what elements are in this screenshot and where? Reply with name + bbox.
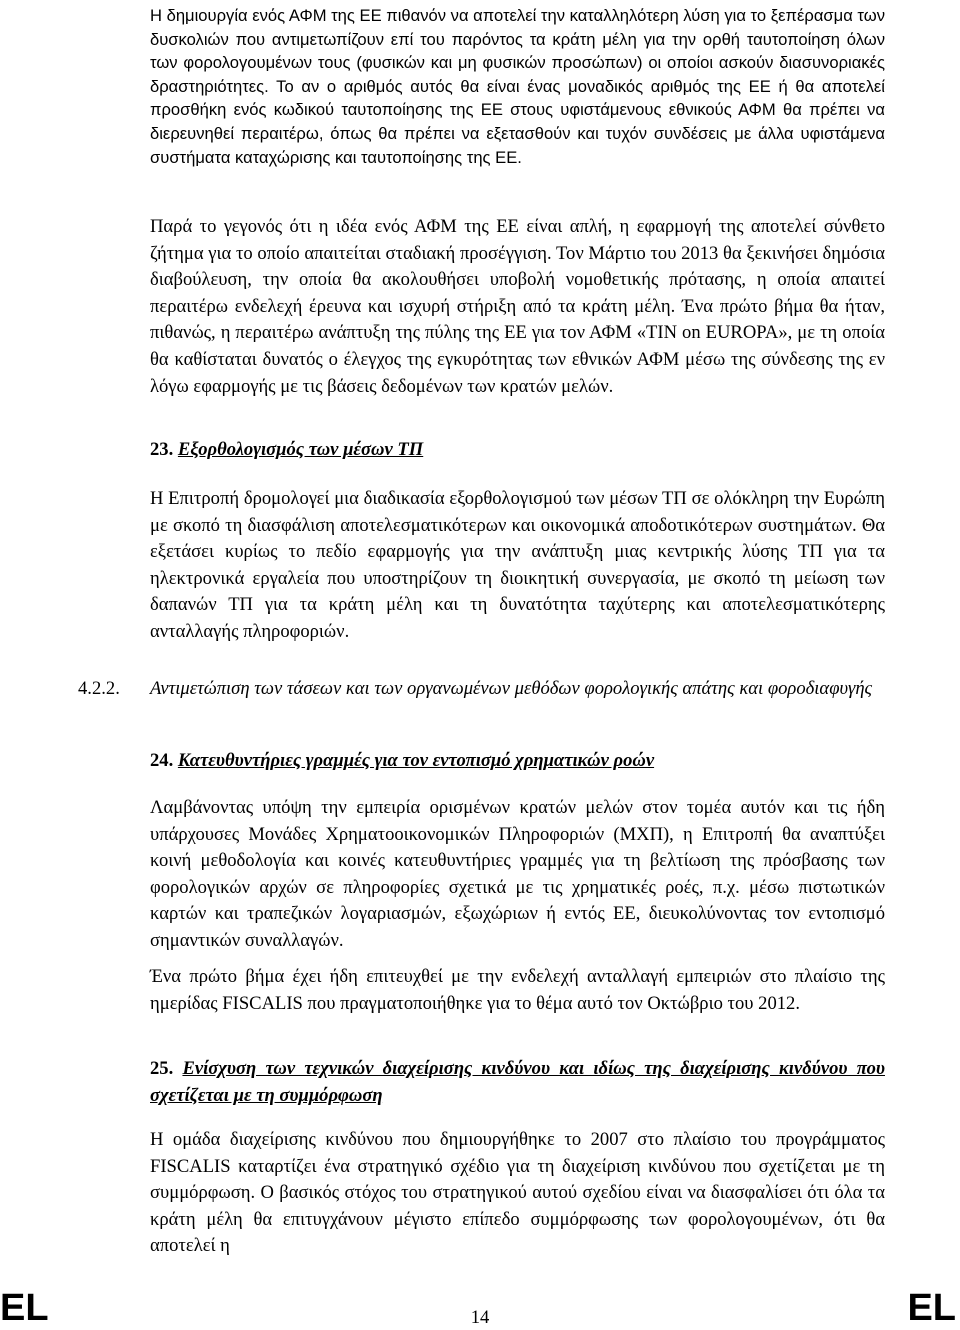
paragraph-3: Η Επιτροπή δρομολογεί μια διαδικασία εξορθολογισμού των μέσων ΤΠ σε ολόκληρη την Ευρώπη με σκοπό τη διασφάλιση αποτελεσματικότερων και οικονομικά αποδοτικότερων συστημάτων. Θα εξετάσει κυρίως το πεδίο εφαρμογής για την ανάπτυξη μιας κεντρικής λύσης ΤΠ για τα ηλεκτρονικά εργαλεία που υποστηρίζουν τη διοικητική συνεργασία, με σκοπό τη μείωση των δαπανών ΤΠ για τα κράτη μέλη και τη δυνατότητα ταχύτερης και αποτελεσματικότερης ανταλλαγής πληροφοριών. (150, 488, 885, 642)
heading-25-title: Ενίσχυση των τεχνικών διαχείρισης κινδύνου και ιδίως της διαχείρισης κινδύνου που σχετίζεται με τη συμμόρφωση (150, 1058, 885, 1106)
paragraph-2: Παρά το γεγονός ότι η ιδέα ενός ΑΦΜ της ΕΕ είναι απλή, η εφαρμογή της αποτελεί σύνθετο ζήτημα για το οποίο απαιτείται σταδιακή προσέγγιση. Τον Μάρτιο του 2013 θα ξεκινήσει δημόσια διαβούλευση, την οποία θα ακολουθήσει υποβολή νομοθετικής πρότασης, η οποία απαιτεί περαιτέρω ενδελεχή έρευνα και ισχυρή στήριξη από τα κράτη μέλη. Ένα πρώτο βήμα θα ήταν, πιθανώς, η περαιτέρω ανάπτυξη της πύλης της ΕΕ για τον ΑΦΜ «TIN on EUROPA», με τη οποία θα καθίσταται δυνατός ο έλεγχος της εγκυρότητας των εθνικών ΑΦΜ μέσω της σύνδεσης της εν λόγω εφαρμογής με τις βάσεις δεδομένων των κρατών μελών. (150, 216, 885, 397)
paragraph-5: Ένα πρώτο βήμα έχει ήδη επιτευχθεί με την ενδελεχή ανταλλαγή εμπειριών στο πλαίσιο της ημερίδας FISCALIS που πραγματοποιήθηκε για το θέμα αυτό τον Οκτώβριο του 2012. (150, 966, 885, 1014)
page-number: 14 (470, 1307, 490, 1328)
subsection-title: Αντιμετώπιση των τάσεων και των οργανωμένων μεθόδων φορολογικής απάτης και φοροδιαφυγής (150, 678, 873, 699)
heading-25 (150, 1056, 885, 1109)
heading-25-number: 25. (150, 1058, 174, 1079)
heading-23-title: Εξορθολογισμός των μέσων ΤΠ (177, 439, 424, 460)
paragraph-1: Η δημιουργία ενός ΑΦΜ της ΕΕ πιθανόν να αποτελεί την καταλληλότερη λύση για το ξεπέρασμα των δυσκολιών που αντιμετωπίζουν επί του παρόντος τα κράτη μέλη για την ορθή ταυτοποίηση όλων των φορολογουμένων τους (φυσικών και μη φυσικών προσώπων) οι οποίοι ασκούν διασυνοριακές δραστηριότητες. Το αν ο αριθμός αυτός θα είναι ένας μοναδικός αριθμός της ΕΕ ή θα αποτελεί προσθήκη ενός κωδικού ταυτοποίησης της ΕΕ στους υφιστάμενους εθνικούς ΑΦΜ θα πρέπει να διερευνηθεί περαιτέρω, όπως θα πρέπει να εξετασθούν και τυχόν συνδέσεις με άλλα υφιστάμενα συστήματα καταχώρισης και ταυτοποίησης της ΕΕ. (150, 6, 885, 167)
heading-24 (150, 748, 885, 775)
footer-language-left: EL (0, 1287, 49, 1329)
subsection-number: 4.2.2. (78, 678, 120, 699)
heading-23 (150, 437, 885, 464)
paragraph-6: Η ομάδα διαχείρισης κινδύνου που δημιουργήθηκε το 2007 στο πλαίσιο του προγράμματος FISCALIS καταρτίζει ένα στρατηγικό σχέδιο για τη διαχείριση κινδύνου που σχετίζεται με τη συμμόρφωση. Ο βασικός στόχος του στρατηγικού αυτού σχεδίου είναι να διασφαλίσει ότι όλα τα κράτη μέλη θα επιτυγχάνουν μέγιστο επίπεδο συμμόρφωσης των φορολογουμένων, ότι θα αποτελεί η (150, 1129, 885, 1257)
heading-23-number: 23. (150, 439, 174, 460)
footer-language-right: EL (907, 1287, 956, 1329)
heading-24-title: Κατευθυντήριες γραμμές για τον εντοπισμό χρηματικών ροών (177, 750, 655, 771)
paragraph-4: Λαμβάνοντας υπόψη την εμπειρία ορισμένων κρατών μελών στον τομέα αυτόν και τις ήδη υπάρχουσες Μονάδες Χρηματοοικονομικών Πληροφοριών (ΜΧΠ), η Επιτροπή θα αναπτύξει κοινή μεθοδολογία και κοινές κατευθυντήριες γραμμές για τη βελτίωση της πρόσβασης των φορολογικών αρχών σε πληροφορίες σχετικά με τις χρηματικές ροές, π.χ. μέσω πιστωτικών καρτών και τραπεζικών λογαριασμών, εξωχώριων ή εντός ΕΕ, διευκολύνοντας τον εντοπισμό σημαντικών συναλλαγών. (150, 797, 885, 951)
heading-24-number: 24. (150, 750, 174, 771)
